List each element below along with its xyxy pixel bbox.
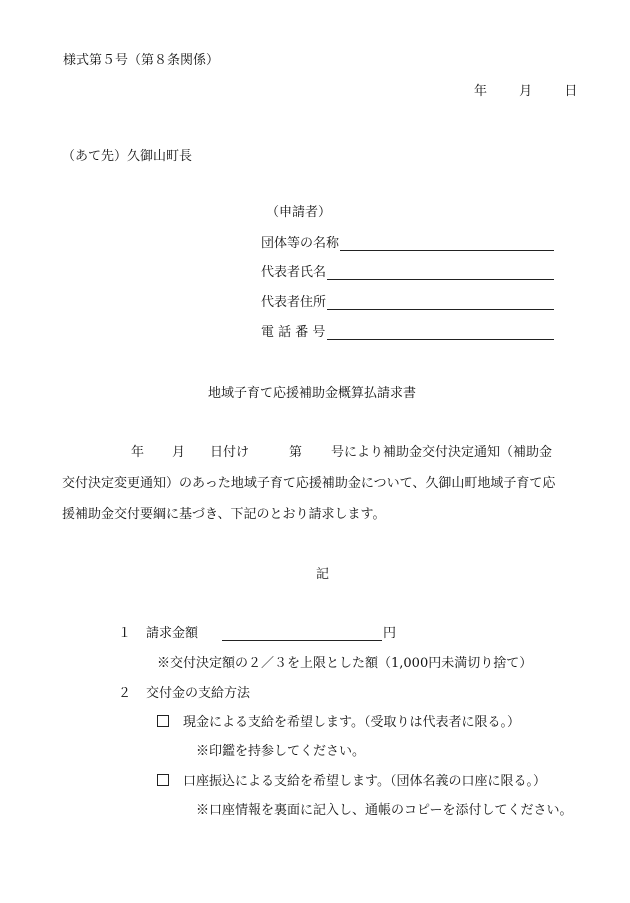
field-phone-label: 電 話 番 号 — [261, 325, 326, 340]
body-line-2: 交付決定変更通知）のあった地域子育て応援補助金について、久御山町地域子育て応 — [62, 476, 556, 491]
field-rep-name-line[interactable] — [327, 279, 554, 280]
option-transfer[interactable] — [157, 773, 546, 790]
date-line — [474, 83, 577, 100]
checkbox-transfer[interactable] — [157, 774, 169, 786]
body-line-1 — [0, 444, 630, 461]
date-year: 年 — [474, 84, 488, 99]
body-line-3: 援補助金交付要綱に基づき、下記のとおり請求します。 — [62, 507, 386, 522]
body-rest: 号により補助金交付決定通知（補助金 — [331, 445, 553, 460]
document-title: 地域子育て応援補助金概算払請求書 — [208, 386, 417, 401]
field-rep-name-label: 代表者氏名 — [261, 265, 327, 280]
option-cash-label: 現金による支給を希望します。（受取りは代表者に限る。） — [183, 715, 520, 730]
body-dai: 第 — [289, 445, 303, 460]
body-month: 月 — [172, 445, 186, 460]
date-day: 日 — [564, 84, 578, 99]
ki-heading: 記 — [316, 567, 330, 582]
item1-unit: 円 — [383, 626, 397, 641]
field-org-name-label: 団体等の名称 — [261, 236, 340, 251]
amount-input-line[interactable] — [222, 640, 382, 641]
item2-label: 交付金の支給方法 — [146, 686, 251, 701]
form-label: 様式第５号（第８条関係） — [63, 53, 220, 68]
item1-note: ※交付決定額の２／３を上限とした額（1,000円未満切り捨て） — [157, 656, 533, 671]
option-cash-note: ※印鑑を持参してください。 — [196, 744, 366, 759]
applicant-heading: （申請者） — [266, 205, 332, 220]
option-transfer-label: 口座振込による支給を希望します。（団体名義の口座に限る。） — [183, 774, 546, 789]
item1-label: 請求金額 — [146, 626, 199, 641]
option-cash[interactable] — [157, 714, 520, 731]
item2-number: ２ — [118, 686, 132, 701]
date-month: 月 — [519, 84, 533, 99]
option-transfer-note: ※口座情報を裏面に記入し、通帳のコピーを添付してください。 — [196, 803, 573, 818]
field-rep-address-line[interactable] — [327, 309, 554, 310]
field-rep-address-label: 代表者住所 — [261, 295, 327, 310]
body-year: 年 — [131, 445, 145, 460]
item1-number: １ — [118, 626, 132, 641]
checkbox-cash[interactable] — [157, 715, 169, 727]
field-org-name-line[interactable] — [340, 250, 554, 251]
body-dated: 日付け — [210, 445, 250, 460]
field-phone-line[interactable] — [327, 339, 554, 340]
addressee: （あて先）久御山町長 — [62, 149, 193, 164]
